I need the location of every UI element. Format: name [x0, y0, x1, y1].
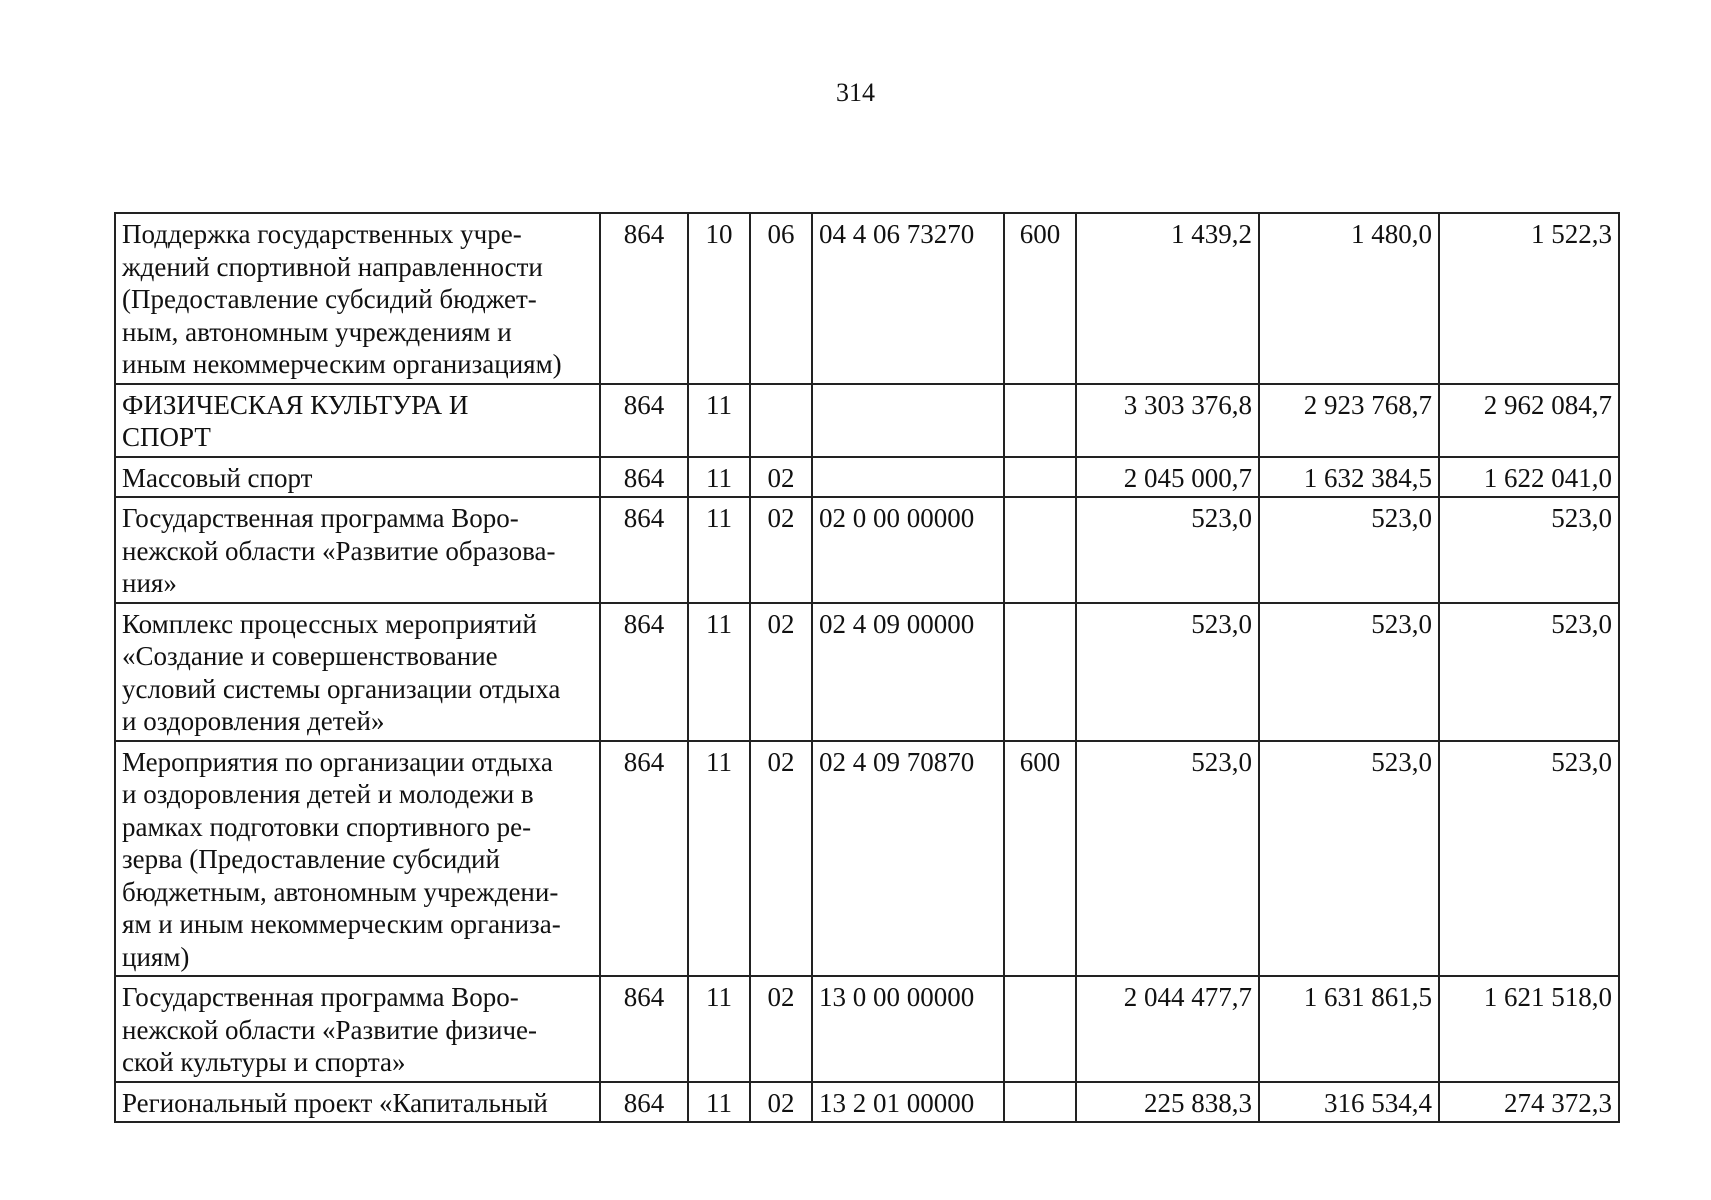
- section-code-cell: [688, 741, 750, 977]
- amount-year1-text: 2 045 000,7: [1123, 462, 1252, 493]
- budget-table: [114, 212, 1620, 1123]
- subsection-code-text: 02: [767, 608, 795, 639]
- amount-year1-text: 523,0: [1191, 608, 1252, 639]
- grbs-code-text: 864: [623, 1087, 665, 1118]
- grbs-code-text: 864: [623, 503, 665, 533]
- amount-year2-text: 1 631 861,5: [1303, 982, 1432, 1012]
- row-name-cell: [115, 213, 600, 384]
- row-name-cell: [115, 1082, 600, 1123]
- amount-year2-cell: [1259, 497, 1439, 603]
- amount-year2-text: 523,0: [1371, 608, 1432, 639]
- table-row: [115, 976, 1619, 1082]
- target-article-cell: [812, 457, 1004, 498]
- budget-table-body: [115, 213, 1619, 1122]
- grbs-code-cell: [600, 741, 688, 977]
- expense-type-cell: [1004, 497, 1076, 603]
- section-code-cell: [688, 497, 750, 603]
- amount-year3-text: 1 622 041,0: [1483, 462, 1612, 493]
- section-code-text: 11: [706, 389, 732, 420]
- amount-year3-text: 2 962 084,7: [1483, 389, 1612, 420]
- amount-year1-text: 3 303 376,8: [1123, 389, 1252, 420]
- subsection-code-cell: [750, 213, 812, 384]
- target-article-cell: [812, 741, 1004, 977]
- subsection-code-text: 02: [767, 462, 795, 493]
- grbs-code-text: 864: [623, 389, 665, 420]
- amount-year1-text: 1 439,2: [1171, 219, 1252, 249]
- subsection-code-cell: [750, 741, 812, 977]
- row-name-cell: [115, 457, 600, 498]
- row-name-text: Массовый спорт: [122, 462, 313, 493]
- section-code-text: 10: [705, 219, 733, 249]
- amount-year1-cell: [1076, 457, 1259, 498]
- grbs-code-cell: [600, 1082, 688, 1123]
- row-name-text: ФИЗИЧЕСКАЯ КУЛЬТУРА И СПОРТ: [122, 389, 469, 452]
- amount-year2-text: 523,0: [1371, 746, 1432, 777]
- row-name-cell: [115, 976, 600, 1082]
- amount-year2-cell: [1259, 213, 1439, 384]
- amount-year1-text: 523,0: [1191, 503, 1252, 533]
- amount-year3-text: 523,0: [1551, 608, 1612, 639]
- amount-year2-cell: [1259, 1082, 1439, 1123]
- amount-year3-cell: [1439, 213, 1619, 384]
- amount-year1-text: 225 838,3: [1144, 1087, 1252, 1118]
- grbs-code-cell: [600, 976, 688, 1082]
- target-article-text: 02 4 09 00000: [819, 608, 975, 639]
- subsection-code-text: 02: [767, 746, 795, 777]
- amount-year2-text: 2 923 768,7: [1303, 389, 1432, 420]
- section-code-text: 11: [706, 1087, 732, 1118]
- amount-year3-text: 1 621 518,0: [1483, 982, 1612, 1012]
- amount-year3-cell: [1439, 1082, 1619, 1123]
- amount-year3-text: 523,0: [1551, 503, 1612, 533]
- page-number: 314: [836, 78, 875, 107]
- section-code-cell: [688, 1082, 750, 1123]
- row-name-text: Мероприятия по организации отдыха и оздоровления детей и молодежи в рамках подготовки спортивного ре- зерва (Предоставление субсидий бюджетным, автономным учреждени- ям и иным некоммерческим организа- циям): [122, 746, 561, 972]
- amount-year2-cell: [1259, 457, 1439, 498]
- amount-year2-cell: [1259, 976, 1439, 1082]
- grbs-code-text: 864: [623, 982, 665, 1012]
- expense-type-cell: [1004, 457, 1076, 498]
- row-name-cell: [115, 384, 600, 457]
- amount-year3-cell: [1439, 497, 1619, 603]
- grbs-code-cell: [600, 603, 688, 741]
- target-article-cell: [812, 213, 1004, 384]
- expense-type-text: 600: [1019, 219, 1061, 249]
- subsection-code-text: 06: [767, 219, 795, 249]
- target-article-cell: [812, 1082, 1004, 1123]
- amount-year2-cell: [1259, 384, 1439, 457]
- target-article-text: 13 2 01 00000: [819, 1087, 975, 1118]
- row-name-text: Государственная программа Воро- нежской области «Развитие физиче- ской культуры и спорта»: [122, 982, 537, 1077]
- section-code-cell: [688, 976, 750, 1082]
- table-row: [115, 497, 1619, 603]
- amount-year3-text: 523,0: [1551, 746, 1612, 777]
- row-name-cell: [115, 741, 600, 977]
- subsection-code-cell: [750, 457, 812, 498]
- expense-type-cell: [1004, 1082, 1076, 1123]
- subsection-code-cell: [750, 384, 812, 457]
- target-article-cell: [812, 603, 1004, 741]
- section-code-text: 11: [706, 503, 732, 533]
- expense-type-cell: [1004, 384, 1076, 457]
- table-row: [115, 384, 1619, 457]
- table-row: [115, 603, 1619, 741]
- subsection-code-cell: [750, 497, 812, 603]
- row-name-text: Поддержка государственных учре- ждений спортивной направленности (Предоставление субсидий бюджет- ным, автономным учреждениям и иным некоммерческим организациям): [122, 219, 562, 379]
- amount-year1-text: 2 044 477,7: [1123, 982, 1252, 1012]
- amount-year3-cell: [1439, 457, 1619, 498]
- grbs-code-text: 864: [623, 608, 665, 639]
- section-code-text: 11: [706, 746, 732, 777]
- expense-type-cell: [1004, 976, 1076, 1082]
- section-code-cell: [688, 457, 750, 498]
- table-row: [115, 457, 1619, 498]
- section-code-text: 11: [706, 608, 732, 639]
- expense-type-cell: [1004, 741, 1076, 977]
- amount-year2-text: 1 632 384,5: [1303, 462, 1432, 493]
- subsection-code-cell: [750, 1082, 812, 1123]
- grbs-code-text: 864: [623, 219, 665, 249]
- amount-year2-cell: [1259, 603, 1439, 741]
- section-code-cell: [688, 384, 750, 457]
- amount-year1-cell: [1076, 741, 1259, 977]
- subsection-code-cell: [750, 976, 812, 1082]
- grbs-code-text: 864: [623, 462, 665, 493]
- target-article-cell: [812, 497, 1004, 603]
- subsection-code-text: 02: [767, 1087, 795, 1118]
- expense-type-cell: [1004, 213, 1076, 384]
- subsection-code-text: 02: [767, 503, 795, 533]
- table-row: [115, 1082, 1619, 1123]
- amount-year1-cell: [1076, 603, 1259, 741]
- amount-year1-cell: [1076, 976, 1259, 1082]
- section-code-text: 11: [706, 462, 732, 493]
- amount-year1-text: 523,0: [1191, 746, 1252, 777]
- section-code-text: 11: [706, 982, 732, 1012]
- amount-year3-cell: [1439, 976, 1619, 1082]
- grbs-code-cell: [600, 497, 688, 603]
- row-name-text: Государственная программа Воро- нежской области «Развитие образова- ния»: [122, 503, 556, 598]
- expense-type-cell: [1004, 603, 1076, 741]
- subsection-code-text: 02: [767, 982, 795, 1012]
- amount-year3-cell: [1439, 741, 1619, 977]
- table-row: [115, 213, 1619, 384]
- target-article-text: 02 0 00 00000: [819, 503, 975, 533]
- amount-year1-cell: [1076, 497, 1259, 603]
- row-name-cell: [115, 603, 600, 741]
- target-article-cell: [812, 976, 1004, 1082]
- grbs-code-cell: [600, 384, 688, 457]
- section-code-cell: [688, 603, 750, 741]
- grbs-code-cell: [600, 457, 688, 498]
- amount-year2-text: 1 480,0: [1351, 219, 1432, 249]
- amount-year3-text: 1 522,3: [1531, 219, 1612, 249]
- target-article-text: 13 0 00 00000: [819, 982, 975, 1012]
- section-code-cell: [688, 213, 750, 384]
- amount-year2-text: 316 534,4: [1324, 1087, 1432, 1118]
- amount-year2-cell: [1259, 741, 1439, 977]
- subsection-code-cell: [750, 603, 812, 741]
- grbs-code-text: 864: [623, 746, 665, 777]
- table-row: [115, 741, 1619, 977]
- row-name-text: Региональный проект «Капитальный: [122, 1087, 548, 1118]
- amount-year2-text: 523,0: [1371, 503, 1432, 533]
- amount-year3-cell: [1439, 384, 1619, 457]
- row-name-cell: [115, 497, 600, 603]
- row-name-text: Комплекс процессных мероприятий «Создание и совершенствование условий системы организации отдыха и оздоровления детей»: [122, 608, 561, 736]
- target-article-text: 04 4 06 73270: [819, 219, 975, 249]
- target-article-text: 02 4 09 70870: [819, 746, 975, 777]
- amount-year3-cell: [1439, 603, 1619, 741]
- expense-type-text: 600: [1019, 746, 1061, 777]
- target-article-cell: [812, 384, 1004, 457]
- amount-year1-cell: [1076, 1082, 1259, 1123]
- amount-year1-cell: [1076, 213, 1259, 384]
- amount-year3-text: 274 372,3: [1504, 1087, 1612, 1118]
- grbs-code-cell: [600, 213, 688, 384]
- amount-year1-cell: [1076, 384, 1259, 457]
